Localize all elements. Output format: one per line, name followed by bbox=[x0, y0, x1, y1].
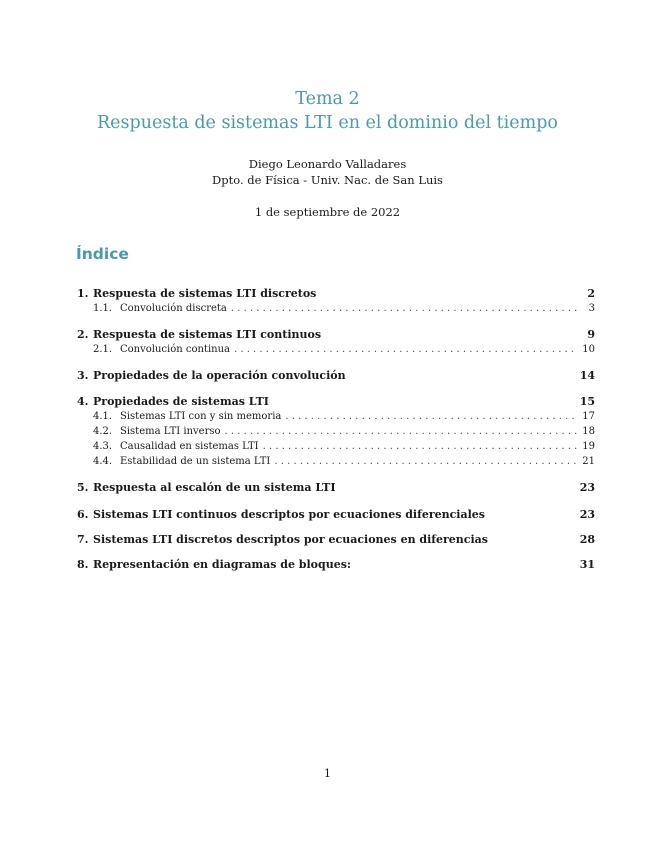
toc-section[interactable] bbox=[77, 557, 595, 572]
toc-section-number: 8. bbox=[77, 558, 89, 571]
toc-subsection-title: Sistema LTI inverso bbox=[120, 426, 221, 437]
toc-subsection-number: 1.1. bbox=[93, 303, 113, 314]
toc-section[interactable] bbox=[77, 286, 595, 301]
toc-section-page: 23 bbox=[579, 508, 595, 521]
toc-subsection-number: 4.3. bbox=[93, 441, 113, 452]
toc-heading: Índice bbox=[76, 245, 129, 263]
toc-section[interactable] bbox=[77, 394, 595, 409]
toc-subsection-title: Sistemas LTI con y sin memoria bbox=[120, 411, 282, 422]
toc-section-title: Representación en diagramas de bloques: bbox=[93, 558, 351, 571]
toc-section-number: 6. bbox=[77, 508, 89, 521]
toc-section-title: Sistemas LTI continuos descriptos por ecuaciones diferenciales bbox=[93, 508, 485, 521]
document-topic: Tema 2 bbox=[295, 89, 360, 109]
toc-subsection-number: 2.1. bbox=[93, 344, 113, 355]
author-name: Diego Leonardo Valladares bbox=[248, 157, 407, 171]
toc-subsection[interactable] bbox=[77, 342, 595, 357]
toc-section[interactable] bbox=[77, 327, 595, 342]
toc-subsection[interactable] bbox=[77, 439, 595, 454]
toc-section-page: 9 bbox=[587, 328, 595, 341]
document-title: Respuesta de sistemas LTI en el dominio del tiempo bbox=[97, 113, 558, 133]
toc-section-number: 5. bbox=[77, 481, 89, 494]
toc-section-number: 1. bbox=[77, 287, 89, 300]
document-date: 1 de septiembre de 2022 bbox=[254, 205, 401, 219]
toc-leader-dots bbox=[225, 424, 577, 439]
toc-subsection-number: 4.1. bbox=[93, 411, 113, 422]
toc-subsection[interactable] bbox=[77, 301, 595, 316]
toc-section[interactable] bbox=[77, 480, 595, 495]
toc-leader-dots bbox=[285, 409, 577, 424]
page-number: 1 bbox=[324, 767, 331, 780]
toc-section-number: 3. bbox=[77, 369, 89, 382]
toc-leader-dots bbox=[234, 342, 577, 357]
toc-section-title: Respuesta al escalón de un sistema LTI bbox=[93, 481, 336, 494]
toc-subsection-number: 4.4. bbox=[93, 456, 113, 467]
toc-subsection-page: 17 bbox=[582, 411, 595, 422]
toc-leader-dots bbox=[263, 439, 577, 454]
toc-section-number: 7. bbox=[77, 533, 89, 546]
toc-section[interactable] bbox=[77, 507, 595, 522]
toc-section-page: 28 bbox=[579, 533, 595, 546]
table-of-contents bbox=[77, 286, 595, 572]
toc-subsection-page: 21 bbox=[582, 456, 595, 467]
toc-subsection[interactable] bbox=[77, 454, 595, 469]
toc-section-title: Respuesta de sistemas LTI discretos bbox=[93, 287, 317, 300]
toc-subsection-page: 18 bbox=[582, 426, 595, 437]
toc-subsection-title: Estabilidad de un sistema LTI bbox=[120, 456, 271, 467]
toc-section-page: 15 bbox=[579, 395, 595, 408]
toc-section-page: 31 bbox=[579, 558, 595, 571]
toc-section-page: 23 bbox=[579, 481, 595, 494]
toc-subsection[interactable] bbox=[77, 409, 595, 424]
toc-section-title: Propiedades de sistemas LTI bbox=[93, 395, 269, 408]
toc-subsection-title: Convolución continua bbox=[120, 344, 230, 355]
toc-leader-dots bbox=[231, 301, 577, 316]
toc-section-page: 2 bbox=[587, 287, 595, 300]
toc-subsection[interactable] bbox=[77, 424, 595, 439]
toc-subsection-page: 10 bbox=[582, 344, 595, 355]
toc-subsection-title: Causalidad en sistemas LTI bbox=[120, 441, 259, 452]
toc-section-title: Respuesta de sistemas LTI continuos bbox=[93, 328, 322, 341]
toc-leader-dots bbox=[274, 454, 577, 469]
title-block bbox=[0, 88, 655, 135]
author-affiliation: Dpto. de Física - Univ. Nac. de San Luis bbox=[212, 173, 443, 187]
toc-section-page: 14 bbox=[579, 369, 595, 382]
toc-subsection-number: 4.2. bbox=[93, 426, 113, 437]
toc-section[interactable] bbox=[77, 532, 595, 547]
toc-subsection-title: Convolución discreta bbox=[120, 303, 227, 314]
toc-subsection-page: 19 bbox=[582, 441, 595, 452]
toc-section[interactable] bbox=[77, 368, 595, 383]
author-block bbox=[0, 156, 655, 188]
toc-section-title: Propiedades de la operación convolución bbox=[93, 369, 346, 382]
toc-subsection-page: 3 bbox=[588, 303, 595, 314]
toc-section-number: 2. bbox=[77, 328, 89, 341]
toc-section-number: 4. bbox=[77, 395, 89, 408]
toc-section-title: Sistemas LTI discretos descriptos por ecuaciones en diferencias bbox=[93, 533, 488, 546]
